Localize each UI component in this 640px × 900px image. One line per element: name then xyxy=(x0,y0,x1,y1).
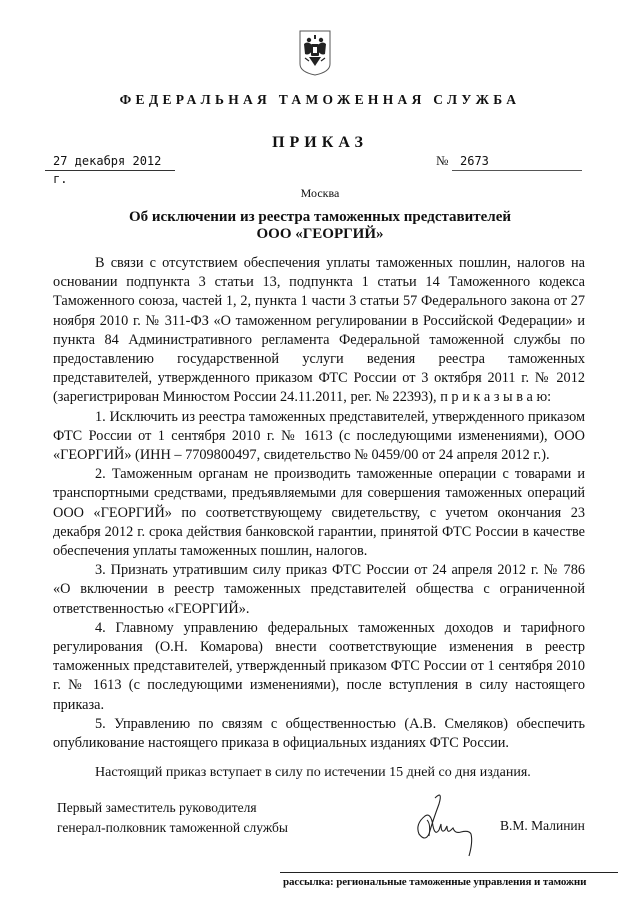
effective-date-note: Настоящий приказ вступает в силу по истечении 15 дней со дня издания. xyxy=(95,765,531,780)
subject-line-1: Об исключении из реестра таможенных представителей xyxy=(128,209,512,225)
handwritten-signature-icon xyxy=(405,790,485,870)
order-number: 2673 xyxy=(452,152,582,171)
order-number-label: № xyxy=(436,153,449,168)
signer-name: В.М. Малинин xyxy=(500,818,585,833)
order-body xyxy=(53,254,585,753)
distribution-list: рассылка: региональные таможенные управления и таможни xyxy=(283,876,587,888)
order-item-1: 1. Исключить из реестра таможенных представителей, утвержденного приказом ФТС России от 1 сентября 2010 г. № 1613 (с последующими изменениями), ООО «ГЕОРГИЙ» (ИНН – 7709800497, свидетельство № 0459/00 от 24 апреля 2012 г.). xyxy=(53,408,585,464)
order-item-3: 3. Признать утратившим силу приказ ФТС России от 24 апреля 2012 г. № 786 «О включении в реестр таможенных представителей общества с ограниченной ответственностью «ГЕОРГИЙ». xyxy=(53,562,585,617)
signer-title-line-2: генерал-полковник таможенной службы xyxy=(57,820,288,835)
preamble-paragraph: В связи с отсутствием обеспечения уплаты таможенных пошлин, налогов на основании подпункта 3 статьи 13, подпункта 1 статьи 14 Таможенного кодекса Таможенного союза, частей 1, 2, пункта 1 части 3 статьи 57 Федерального закона от 27 ноября 2010 г. № 311-ФЗ «О таможенном регулировании в Российской Федерации» и пункта 84 Административного регламента Федеральной таможенной службы по предоставлению государственной услуги ведения реестра таможенных представителей, утвержденного приказом ФТС России от 3 октября 2011 г. № 2012 (зарегистрирован Минюстом России 24.11.2011, рег. № 22393), п р и к а з ы в а ю: xyxy=(53,255,585,406)
order-item-4: 4. Главному управлению федеральных таможенных доходов и тарифного регулирования (О.Н. Комарова) внести соответствующие изменения в реестр таможенных представителей, утвержденный приказом ФТС России от 1 сентября 2010 г. № 1613 (с последующими изменениями), после вступления в силу настоящего приказа. xyxy=(53,619,585,713)
order-date: 27 декабря 2012 г. xyxy=(45,152,175,171)
coat-of-arms-icon xyxy=(299,30,331,76)
distribution-divider xyxy=(280,872,618,873)
subject-heading xyxy=(0,209,640,243)
signer-title xyxy=(57,798,288,838)
agency-name: ФЕДЕРАЛЬНАЯ ТАМОЖЕННАЯ СЛУЖБА xyxy=(119,92,521,107)
signer-title-line-1: Первый заместитель руководителя xyxy=(57,800,257,815)
order-item-5: 5. Управлению по связям с общественностью (А.В. Смеляков) обеспечить опубликование настоящего приказа в официальных изданиях ФТС России. xyxy=(53,715,585,752)
subject-line-2: ООО «ГЕОРГИЙ» xyxy=(256,226,384,242)
city: Москва xyxy=(300,186,340,200)
document-type: ПРИКАЗ xyxy=(272,134,368,151)
order-item-2: 2. Таможенным органам не производить таможенные операции с товарами и транспортными средствами, предъявляемыми для совершения таможенных операций ООО «ГЕОРГИЙ» по соответствующему свидетельству, с учетом окончания 23 декабря 2012 г. срока действия банковской гарантии, принятой ФТС России в качестве обеспечения уплаты таможенных пошлин, налогов. xyxy=(53,466,585,560)
